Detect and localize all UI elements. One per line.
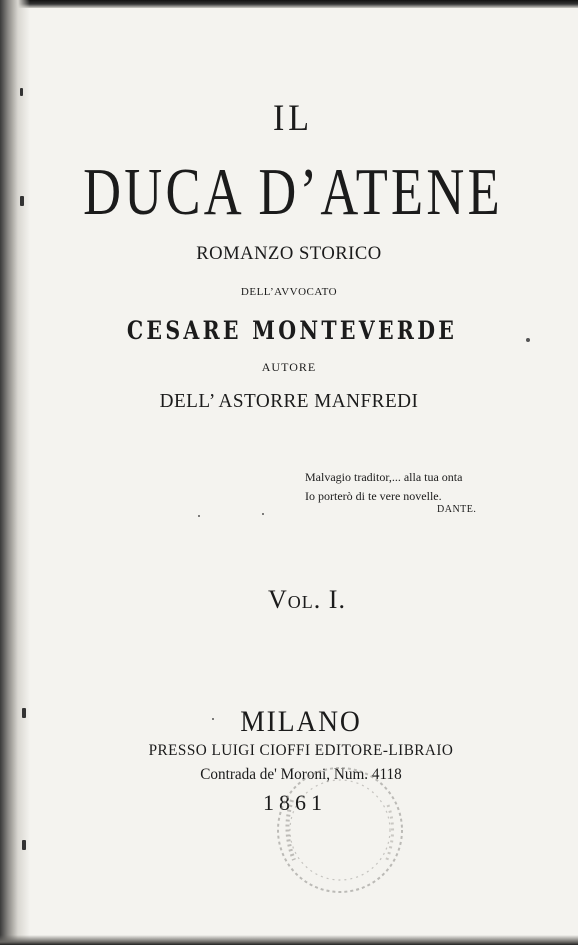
epigraph-line-2: Io porterò di te vere novelle. xyxy=(305,489,442,503)
book-title: DUCA D’ATENE xyxy=(83,154,503,229)
title-article: IL xyxy=(272,98,314,139)
paper-speck xyxy=(262,513,264,515)
imprint-publisher: PRESSO LUIGI CIOFFI EDITORE-LIBRAIO xyxy=(148,742,454,759)
author-prior-work: DELL’ ASTORRE MANFREDI xyxy=(159,390,419,412)
book-subtitle: ROMANZO STORICO xyxy=(196,243,382,264)
epigraph xyxy=(305,468,462,506)
author-name: CESARE MONTEVERDE xyxy=(126,316,458,345)
volume-number: Vol. I. xyxy=(268,585,346,614)
page-top-edge xyxy=(0,0,578,8)
imprint-year: 1861 xyxy=(263,790,327,815)
imprint-address: Contrada de' Moroni, Num. 4118 xyxy=(200,766,402,783)
author-prefix: DELL’AVVOCATO xyxy=(240,286,338,298)
paper-speck xyxy=(198,515,200,517)
epigraph-attribution: DANTE. xyxy=(437,504,477,515)
paper-speck xyxy=(20,88,23,96)
imprint-city: MILANO xyxy=(240,705,362,738)
library-stamp-icon xyxy=(262,760,412,910)
paper-speck xyxy=(22,708,26,718)
paper-speck xyxy=(20,196,24,206)
paper-speck xyxy=(22,840,26,850)
paper-speck xyxy=(526,338,530,342)
author-role: AUTORE xyxy=(261,360,317,374)
paper-speck xyxy=(212,718,214,720)
page-bottom-edge xyxy=(0,935,578,945)
epigraph-line-1: Malvagio traditor,... alla tua onta xyxy=(305,470,463,484)
